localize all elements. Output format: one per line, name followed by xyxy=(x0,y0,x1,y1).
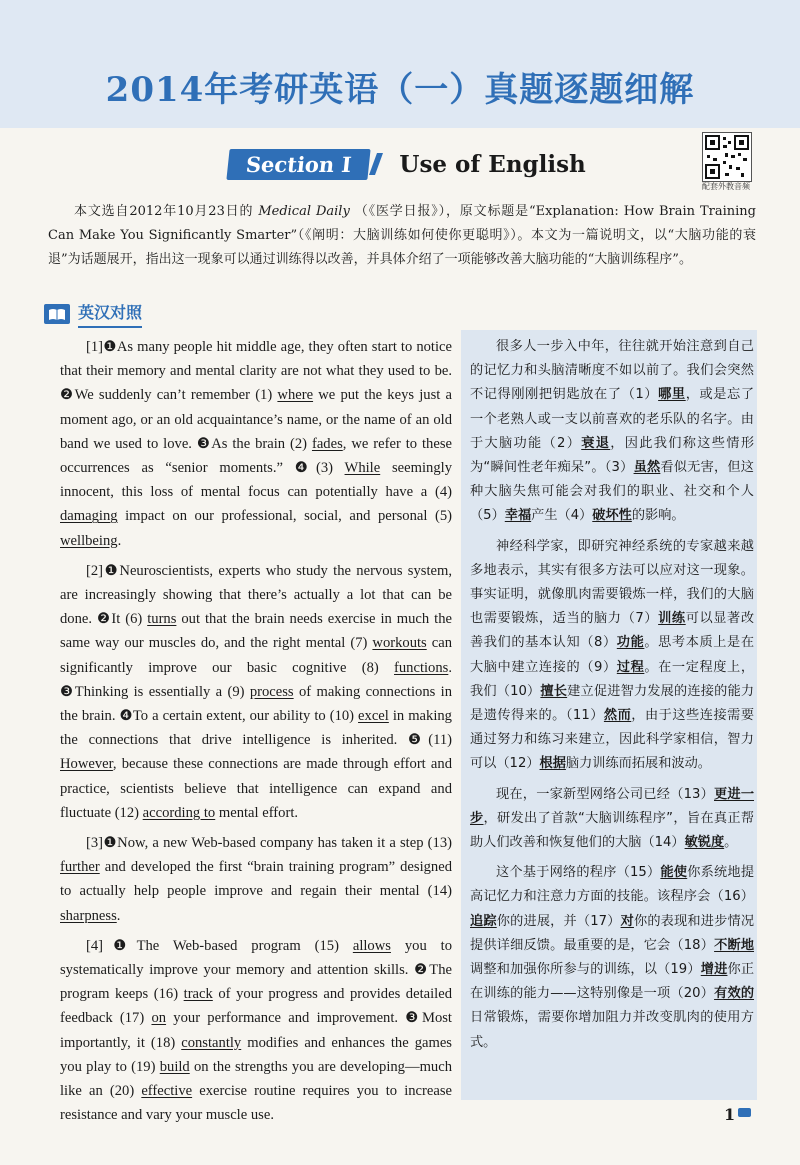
answer-underline: where xyxy=(277,387,314,404)
english-text: of your progress and provides detailed feedback (17) xyxy=(60,986,452,1027)
answer-underline: fades xyxy=(311,435,343,452)
chinese-paragraph xyxy=(470,335,754,529)
chinese-text: 很多人一步入中年，往往就开始注意到自己的记忆力和头脑清晰度不如以前了。我们会突然不记得刚刚把钥匙放在了（1） xyxy=(470,339,754,403)
answer-underline: effective xyxy=(141,1083,193,1100)
intro-paragraph xyxy=(48,200,756,272)
answer-underline: track xyxy=(183,986,213,1003)
book-icon xyxy=(44,304,70,324)
chinese-text: 调整和加强你所参与的训练，以（19） xyxy=(470,962,701,978)
answer-word: 过程 xyxy=(616,659,645,675)
english-text: . xyxy=(117,532,122,549)
answer-word: 有效的 xyxy=(714,986,755,1002)
chinese-text: 这个基于网络的程序（15） xyxy=(496,865,661,881)
slash-decoration xyxy=(369,153,383,175)
answer-word: 然而 xyxy=(603,708,632,724)
answer-word: 哪里 xyxy=(658,387,686,403)
answer-word: 擅长 xyxy=(540,683,568,699)
intro-source: Medical Daily xyxy=(258,204,350,219)
chinese-text: ，由于这些连接需要通过努力和练习来建立，因此科学家相信，智力可以（12） xyxy=(470,708,755,772)
chinese-paragraph xyxy=(470,783,754,856)
english-paragraph xyxy=(60,934,452,1128)
intro-text-1: 本文选自2012年10月23日的 xyxy=(74,204,254,219)
answer-word: 幸福 xyxy=(504,508,532,524)
answer-underline xyxy=(617,635,645,650)
english-text: mental effort. xyxy=(215,804,299,821)
chinese-text: 你正在训练的能力——这特别像是一项（20） xyxy=(470,962,755,1002)
chinese-text: 你系统地提高记忆力和注意力方面的技能。该程序会（16） xyxy=(470,865,755,905)
answer-underline xyxy=(470,914,497,929)
answer-underline xyxy=(621,914,634,929)
top-banner xyxy=(0,0,800,128)
english-text: seemingly innocent, this loss of mental focus can potentially have a (4) xyxy=(60,460,452,501)
answer-underline: process xyxy=(249,683,294,700)
answer-underline xyxy=(714,938,754,953)
answer-underline xyxy=(658,387,686,402)
chinese-text: 的影响。 xyxy=(631,508,685,524)
english-text: out that the brain needs exercise in much the same way our muscles do, and the right mental (7) xyxy=(60,611,452,652)
answer-word: 破坏性 xyxy=(592,508,632,524)
answer-underline xyxy=(604,708,631,723)
answer-word: 不断地 xyxy=(714,937,755,953)
english-text: [4]❶The Web-based program (15) xyxy=(86,937,353,954)
chinese-column xyxy=(470,335,754,1061)
intro-text-2: （《医学日报》），原文标题是“Explanation: How Brain Training Can Make You Significantly Smarter”（《阐明：大脑训练如何使你更聪明》）。本文为一篇说明文，以“大脑功能的衰退”为话题展开，指出这一现象可以通过训练得以改善，并具体介绍了一项能够改善大脑功能的“大脑训练程序”。 xyxy=(48,204,756,267)
answer-word: 敏锐度 xyxy=(684,835,725,851)
english-paragraph xyxy=(60,559,452,825)
answer-word: 更进一步 xyxy=(470,786,755,826)
answer-underline: according to xyxy=(142,804,216,821)
chinese-text: 看似无害，但这种大脑失焦可能会对我们的职业、社交和个人（5） xyxy=(470,460,754,524)
section-badge: Section Ⅰ xyxy=(226,149,371,180)
chinese-text: 建立促进智力发展的连接的能力是遗传得来的。（11） xyxy=(470,683,755,724)
english-text: , we refer to these occurrences as “senior moments.” ❹(3) xyxy=(60,435,452,477)
english-text: [2]❶Neuroscientists, experts who study the nervous system, are increasingly showing that there’s actually a lot that can be done. ❷It (6) xyxy=(60,562,452,628)
answer-underline: turns xyxy=(147,611,177,628)
answer-underline xyxy=(660,865,687,880)
english-column xyxy=(60,335,452,1134)
answer-underline: damaging xyxy=(60,508,118,525)
answer-word: 追踪 xyxy=(470,913,497,929)
answer-underline: workouts xyxy=(372,635,427,652)
answer-word: 对 xyxy=(620,913,634,929)
english-text: . xyxy=(116,907,121,924)
answer-underline xyxy=(685,835,725,850)
chinese-paragraph xyxy=(470,535,754,777)
chinese-paragraph xyxy=(470,861,754,1055)
page-title: 2014年考研英语（一）真题逐题细解 xyxy=(105,70,695,110)
answer-underline: However xyxy=(60,756,113,773)
answer-word: 功能 xyxy=(616,635,645,651)
english-text: [1]❶As many people hit middle age, they often start to notice that their memory and mental clarity are not what they used to be. ❷We suddenly can’t remember (1) xyxy=(60,339,452,404)
english-text: we put the keys just a moment ago, or an old acquaintance’s name, or the name of an old band we used to love. ❸As the brain (2) xyxy=(60,387,452,452)
answer-underline: further xyxy=(60,859,100,876)
answer-underline: wellbeing xyxy=(60,532,118,549)
answer-underline: constantly xyxy=(181,1034,242,1051)
answer-word: 衰退 xyxy=(581,435,611,451)
page-number: 1 xyxy=(724,1105,736,1124)
answer-word: 虽然 xyxy=(633,460,661,476)
english-text: can significantly improve our basic cognitive (8) xyxy=(60,635,453,676)
bilingual-header-label: 英汉对照 xyxy=(78,300,142,328)
english-text: and developed the first “brain training program” designed to actually help people improve and regain their mental (14) xyxy=(60,859,452,900)
answer-underline: functions xyxy=(394,659,449,676)
chinese-text: 。思考本质上是在大脑中建立连接的（9） xyxy=(470,635,755,675)
chinese-text: 神经科学家，即研究神经系统的专家越来越多地表示，其实有很多方法可以应对这一现象。事实证明，就像肌肉需要锻炼一样，我们的大脑也需要锻炼，适当的脑力（7） xyxy=(470,538,754,627)
answer-underline xyxy=(592,508,632,523)
chinese-text: ，或是忘了一个老熟人或一支以前喜欢的老乐队的名字。由于大脑功能（2） xyxy=(470,387,755,451)
qr-caption: 配套外教音频 xyxy=(702,182,750,191)
answer-underline xyxy=(581,436,610,451)
answer-underline: allows xyxy=(352,937,391,954)
answer-word: 增进 xyxy=(700,962,728,978)
english-text: you to systematically improve your memory and attention skills. ❷The program keeps (16) xyxy=(60,937,452,1003)
chinese-text: 产生（4） xyxy=(531,508,593,524)
english-text: on the strengths you are developing—much like an (20) xyxy=(60,1058,452,1100)
chinese-text: 你的表现和进步情况提供详细反馈。最重要的是，它会（18） xyxy=(470,913,755,953)
chinese-text: 。 xyxy=(724,835,738,851)
answer-word: 能使 xyxy=(660,865,688,881)
english-text: , because these connections are made through effort and practice, scientists believe that intelligence can expand and fluctuate (12) xyxy=(60,756,452,821)
chinese-text: 脑力训练而拓展和波动。 xyxy=(565,756,711,772)
answer-underline: excel xyxy=(358,708,389,725)
chinese-text: ，研发出了首款“大脑训练程序”，旨在真正帮助人们改善和恢复他们的大脑（14） xyxy=(470,810,755,851)
answer-underline xyxy=(701,962,728,977)
english-paragraph xyxy=(60,335,452,553)
answer-underline: While xyxy=(344,460,381,477)
answer-underline xyxy=(658,611,686,626)
chinese-text: 。在一定程度上，我们（10） xyxy=(470,659,755,699)
english-text: impact on our professional, social, and personal (5) xyxy=(117,508,452,525)
answer-underline: on xyxy=(151,1010,167,1027)
english-paragraph xyxy=(60,831,452,928)
chinese-text: 现在，一家新型网络公司已经（13） xyxy=(496,786,715,802)
answer-underline xyxy=(714,986,754,1001)
english-text: [3]❶Now, a new Web-based company has taken it a step (13) xyxy=(86,835,452,852)
answer-underline xyxy=(540,684,567,699)
section-title: Use of English xyxy=(399,150,586,178)
page-marker-icon xyxy=(738,1108,751,1117)
chinese-text: 可以显著改善我们的基本认知（8） xyxy=(470,611,755,651)
chinese-text: ，因此我们称这些情形为“瞬间性老年痴呆”。（3） xyxy=(470,435,755,476)
chinese-text: 你的进展，并（17） xyxy=(496,913,621,929)
bilingual-header xyxy=(44,300,142,328)
answer-word: 根据 xyxy=(539,756,566,772)
english-text: of making connections in the brain. ❹To a certain extent, our ability to (10) xyxy=(60,683,452,725)
english-text: . ❸Thinking is essentially a (9) xyxy=(60,659,452,700)
answer-underline xyxy=(540,756,566,771)
answer-underline: build xyxy=(159,1058,190,1075)
answer-underline: sharpness xyxy=(60,907,117,924)
answer-underline xyxy=(634,460,661,475)
answer-underline xyxy=(617,660,645,675)
english-text: your performance and improvement. ❸Most importantly, it (18) xyxy=(60,1010,452,1051)
chinese-text: 日常锻炼，需要你增加阻力并改变肌肉的使用方式。 xyxy=(470,1010,754,1050)
english-text: in making the connections that drive intelligence is inherited. ❺(11) xyxy=(60,708,452,749)
section-heading xyxy=(228,146,586,182)
answer-word: 训练 xyxy=(658,611,686,627)
english-text: modifies and enhances the games you play to (19) xyxy=(60,1034,452,1075)
answer-underline xyxy=(505,508,531,523)
qr-code-icon xyxy=(702,132,752,182)
english-text: exercise routine requires you to increase resistance and vary your muscle use. xyxy=(60,1083,452,1124)
